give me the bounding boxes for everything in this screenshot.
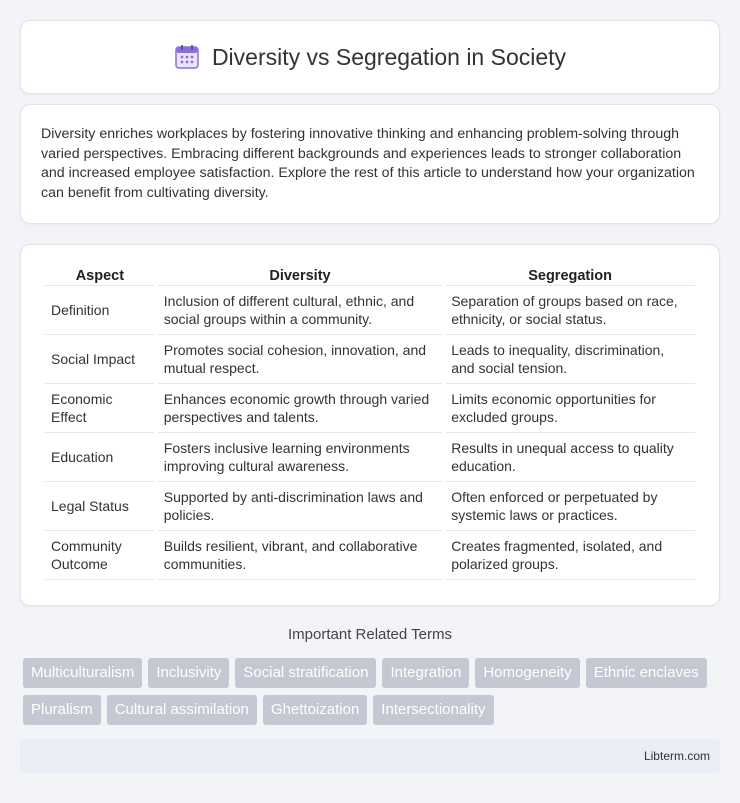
- table-header-row: [45, 267, 695, 286]
- diversity-cell: Supported by anti-discrimination laws and policies.: [158, 482, 442, 531]
- diversity-cell: Builds resilient, vibrant, and collaborative communities.: [158, 531, 442, 580]
- aspect-cell: Community Outcome: [45, 531, 155, 580]
- related-term-tag[interactable]: Ghettoization: [263, 695, 367, 725]
- header-diversity: Diversity: [158, 267, 442, 286]
- segregation-cell: Results in unequal access to quality education.: [445, 433, 695, 482]
- diversity-cell: Fosters inclusive learning environments improving cultural awareness.: [158, 433, 442, 482]
- document-calendar-icon: [174, 44, 200, 70]
- segregation-cell: Often enforced or perpetuated by systemic laws or practices.: [445, 482, 695, 531]
- aspect-cell: Legal Status: [45, 482, 155, 531]
- related-term-tag[interactable]: Ethnic enclaves: [586, 658, 707, 688]
- table-row: [45, 384, 695, 433]
- related-term-tag[interactable]: Pluralism: [23, 695, 101, 725]
- aspect-cell: Definition: [45, 286, 155, 335]
- footer-site-link[interactable]: Libterm.com: [643, 749, 710, 763]
- related-term-tag[interactable]: Inclusivity: [148, 658, 229, 688]
- diversity-cell: Inclusion of different cultural, ethnic, and social groups within a community.: [158, 286, 442, 335]
- intro-text: Diversity enriches workplaces by fostering innovative thinking and enhancing problem-solving through varied perspectives. Embracing different backgrounds and experiences leads to stronger collaboration and increased employee satisfaction. Explore the rest of this article to understand how your organization can benefit from cultivating diversity.: [41, 126, 695, 201]
- related-term-tag[interactable]: Integration: [382, 658, 469, 688]
- table-row: [45, 286, 695, 335]
- diversity-cell: Enhances economic growth through varied perspectives and talents.: [158, 384, 442, 433]
- comparison-table: [42, 267, 698, 580]
- segregation-cell: Leads to inequality, discrimination, and social tension.: [445, 335, 695, 384]
- related-term-tag[interactable]: Intersectionality: [373, 695, 493, 725]
- intro-card: [20, 104, 720, 224]
- related-term-tag[interactable]: Social stratification: [235, 658, 376, 688]
- segregation-cell: Creates fragmented, isolated, and polarized groups.: [445, 531, 695, 580]
- aspect-cell: Social Impact: [45, 335, 155, 384]
- page-title: Diversity vs Segregation in Society: [211, 43, 567, 70]
- header-segregation: Segregation: [445, 267, 695, 286]
- related-terms-list: [23, 658, 723, 725]
- related-term-tag[interactable]: Cultural assimilation: [107, 695, 257, 725]
- related-terms-title: Important Related Terms: [288, 626, 452, 643]
- table-row: [45, 433, 695, 482]
- related-term-tag[interactable]: Multiculturalism: [23, 658, 142, 688]
- table-row: [45, 335, 695, 384]
- header-aspect: Aspect: [45, 267, 155, 286]
- segregation-cell: Separation of groups based on race, ethnicity, or social status.: [445, 286, 695, 335]
- comparison-table-card: [20, 244, 720, 606]
- diversity-cell: Promotes social cohesion, innovation, and mutual respect.: [158, 335, 442, 384]
- table-row: [45, 531, 695, 580]
- segregation-cell: Limits economic opportunities for excluded groups.: [445, 384, 695, 433]
- table-row: [45, 482, 695, 531]
- footer: [20, 739, 720, 773]
- aspect-cell: Education: [45, 433, 155, 482]
- aspect-cell: Economic Effect: [45, 384, 155, 433]
- related-term-tag[interactable]: Homogeneity: [475, 658, 579, 688]
- title-card: [20, 20, 720, 94]
